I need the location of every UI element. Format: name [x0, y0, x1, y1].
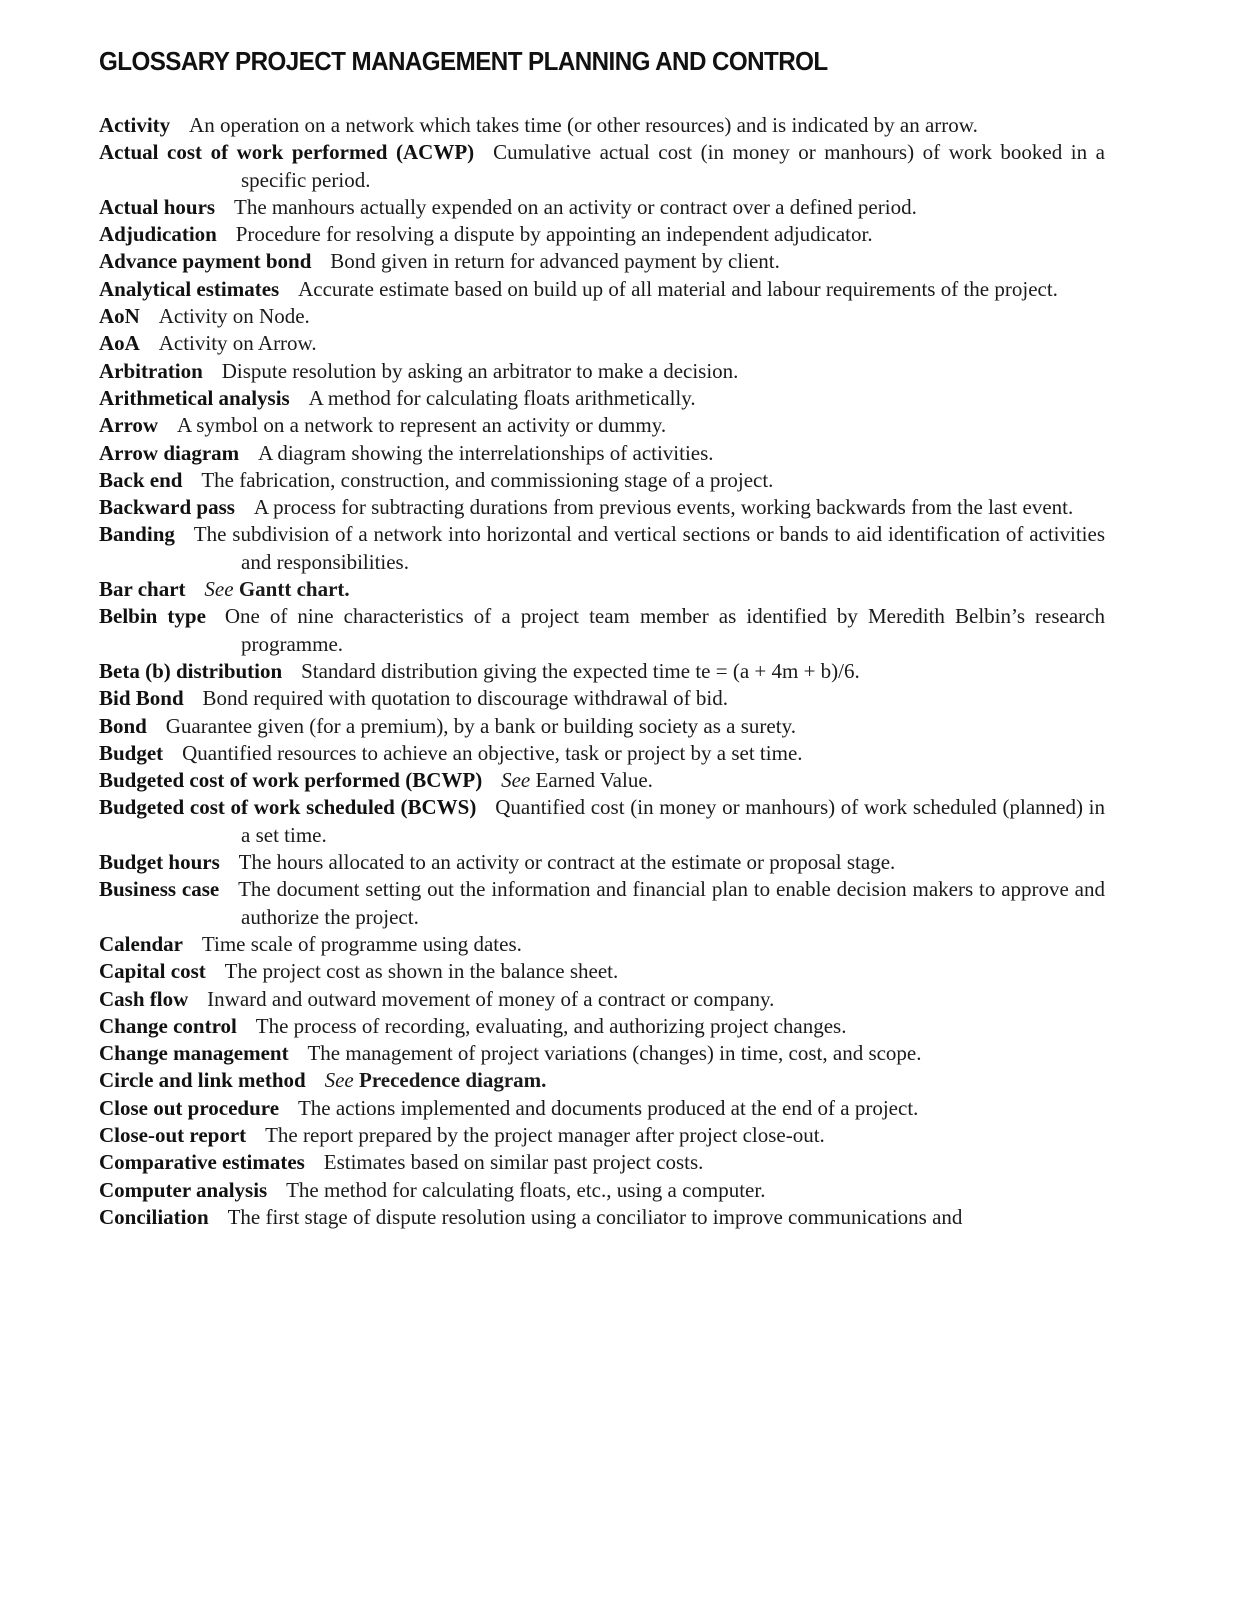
- glossary-entry: [99, 658, 1105, 685]
- glossary-entry: [99, 385, 1105, 412]
- glossary-term: Calendar: [99, 931, 183, 956]
- glossary-term: Backward pass: [99, 495, 235, 520]
- glossary-entry: [99, 1122, 1105, 1149]
- glossary-term: Arbitration: [99, 358, 203, 383]
- glossary-entry: [99, 931, 1105, 958]
- cross-reference: Gantt chart.: [238, 577, 350, 602]
- glossary-definition: A process for subtracting durations from previous events, working backwards from the last event.: [253, 495, 1074, 520]
- glossary-definition: The subdivision of a network into horizontal and vertical sections or bands to aid identification of activities and responsibilities.: [193, 522, 1105, 574]
- glossary-definition: Quantified resources to achieve an objective, task or project by a set time.: [182, 740, 803, 765]
- glossary-term: Circle and link method: [99, 1068, 306, 1093]
- glossary-term: Actual cost of work performed (ACWP): [99, 140, 475, 165]
- see-reference-label: See: [324, 1068, 354, 1093]
- glossary-entry: [99, 794, 1105, 849]
- glossary-definition: The method for calculating floats, etc., using a computer.: [286, 1177, 766, 1202]
- glossary-entry: [99, 139, 1105, 194]
- glossary-definition: Bond required with quotation to discourage withdrawal of bid.: [202, 686, 729, 711]
- glossary-definition: The project cost as shown in the balance sheet.: [224, 959, 619, 984]
- glossary-definition: Guarantee given (for a premium), by a bank or building society as a surety.: [165, 713, 796, 738]
- glossary-definition: The management of project variations (changes) in time, cost, and scope.: [307, 1041, 922, 1066]
- glossary-entry: [99, 713, 1105, 740]
- glossary-entry: [99, 1177, 1105, 1204]
- glossary-entry: [99, 467, 1105, 494]
- glossary-term: Beta (b) distribution: [99, 658, 283, 683]
- glossary-term: AoN: [99, 304, 140, 329]
- glossary-term: Close out procedure: [99, 1095, 280, 1120]
- glossary-term: Bar chart: [99, 577, 186, 602]
- glossary-entry: [99, 521, 1105, 576]
- glossary-definition: An operation on a network which takes time (or other resources) and is indicated by an arrow.: [189, 113, 978, 137]
- glossary-entry: [99, 112, 1105, 139]
- glossary-term: Cash flow: [99, 986, 189, 1011]
- see-reference-label: See: [501, 768, 531, 793]
- glossary-entry: [99, 330, 1105, 357]
- glossary-definition: Time scale of programme using dates.: [201, 931, 522, 956]
- glossary-entry: [99, 1040, 1105, 1067]
- glossary-entry: [99, 1013, 1105, 1040]
- glossary-definition: Cumulative actual cost (in money or manhours) of work booked in a specific period.: [241, 140, 1105, 192]
- glossary-definition: The document setting out the information and financial plan to enable decision makers to approve and authorize the project.: [238, 877, 1105, 929]
- glossary-definition: Activity on Arrow.: [158, 331, 317, 356]
- glossary-entry: [99, 1204, 1105, 1231]
- glossary-entry: [99, 685, 1105, 712]
- glossary-definition: Accurate estimate based on build up of all material and labour requirements of the project.: [298, 276, 1058, 301]
- glossary-term: Budgeted cost of work scheduled (BCWS): [99, 795, 477, 820]
- cross-reference: Precedence diagram.: [359, 1068, 547, 1093]
- glossary-entry: [99, 440, 1105, 467]
- glossary-term: Adjudication: [99, 222, 217, 247]
- glossary-entry: [99, 876, 1105, 931]
- cross-reference: Earned Value.: [535, 768, 653, 793]
- glossary-entry: [99, 194, 1105, 221]
- page-title: GLOSSARY PROJECT MANAGEMENT PLANNING AND CONTROL: [99, 46, 828, 76]
- glossary-term: Actual hours: [99, 194, 216, 219]
- glossary-term: Advance payment bond: [99, 249, 312, 274]
- glossary-term: Analytical estimates: [99, 276, 280, 301]
- glossary-term: Arrow: [99, 413, 159, 438]
- glossary-term: Belbin type: [99, 604, 206, 629]
- glossary-definition: Bond given in return for advanced payment by client.: [330, 249, 780, 274]
- glossary-definition: Activity on Node.: [158, 304, 310, 329]
- glossary-definition: One of nine characteristics of a project team member as identified by Meredith Belbin’s research programme.: [224, 604, 1105, 656]
- glossary-definition: The manhours actually expended on an activity or contract over a defined period.: [234, 194, 917, 219]
- glossary-entry: [99, 248, 1105, 275]
- glossary-entry: [99, 1067, 1105, 1094]
- glossary-entry: [99, 1095, 1105, 1122]
- glossary-definition: The actions implemented and documents produced at the end of a project.: [297, 1095, 919, 1120]
- glossary-definition: A diagram showing the interrelationships of activities.: [258, 440, 714, 465]
- glossary-term: Arithmetical analysis: [99, 385, 290, 410]
- glossary-term: Comparative estimates: [99, 1150, 305, 1175]
- glossary-entry: [99, 358, 1105, 385]
- glossary-entry: [99, 986, 1105, 1013]
- glossary-definition: Quantified cost (in money or manhours) of work scheduled (planned) in a set time.: [241, 795, 1105, 847]
- glossary-definition: Procedure for resolving a dispute by appointing an independent adjudicator.: [235, 222, 873, 247]
- glossary-entry: [99, 767, 1105, 794]
- glossary-entry: [99, 849, 1105, 876]
- glossary-definition: The first stage of dispute resolution using a conciliator to improve communications and: [227, 1204, 963, 1229]
- glossary-term: Business case: [99, 877, 220, 902]
- glossary-term: Budgeted cost of work performed (BCWP): [99, 768, 483, 793]
- glossary-entry: [99, 576, 1105, 603]
- glossary-term: Change control: [99, 1013, 237, 1038]
- glossary-term: Arrow diagram: [99, 440, 240, 465]
- glossary-entry: [99, 603, 1105, 658]
- glossary-definition: The process of recording, evaluating, and authorizing project changes.: [255, 1013, 847, 1038]
- glossary-definition: The hours allocated to an activity or contract at the estimate or proposal stage.: [238, 850, 896, 875]
- glossary-entry: [99, 494, 1105, 521]
- glossary-entry: [99, 740, 1105, 767]
- glossary-term: Capital cost: [99, 959, 206, 984]
- glossary-entry: [99, 221, 1105, 248]
- glossary-entry: [99, 276, 1105, 303]
- glossary-entry: [99, 958, 1105, 985]
- glossary-term: Back end: [99, 467, 183, 492]
- glossary-term: Bid Bond: [99, 686, 184, 711]
- glossary-definition: Estimates based on similar past project costs.: [323, 1150, 704, 1175]
- glossary-term: Banding: [99, 522, 175, 547]
- glossary-definition: The report prepared by the project manager after project close-out.: [265, 1122, 825, 1147]
- glossary-definition: Dispute resolution by asking an arbitrator to make a decision.: [221, 358, 739, 383]
- glossary-term: Budget hours: [99, 850, 220, 875]
- glossary-term: Bond: [99, 713, 147, 738]
- glossary-definition: The fabrication, construction, and commissioning stage of a project.: [201, 467, 774, 492]
- glossary-definition: Inward and outward movement of money of a contract or company.: [207, 986, 775, 1011]
- glossary-term: AoA: [99, 331, 140, 356]
- glossary-term: Activity: [99, 113, 171, 137]
- glossary-definition: A method for calculating floats arithmetically.: [308, 385, 696, 410]
- glossary-list: [99, 112, 1105, 1231]
- glossary-term: Conciliation: [99, 1204, 209, 1229]
- glossary-definition: A symbol on a network to represent an activity or dummy.: [176, 413, 667, 438]
- glossary-term: Change management: [99, 1041, 289, 1066]
- glossary-term: Close-out report: [99, 1122, 247, 1147]
- glossary-entry: [99, 412, 1105, 439]
- glossary-entry: [99, 1149, 1105, 1176]
- glossary-term: Computer analysis: [99, 1177, 268, 1202]
- glossary-definition: Standard distribution giving the expected time te = (a + 4m + b)/6.: [301, 658, 860, 683]
- see-reference-label: See: [204, 577, 234, 602]
- glossary-entry: [99, 303, 1105, 330]
- glossary-term: Budget: [99, 740, 164, 765]
